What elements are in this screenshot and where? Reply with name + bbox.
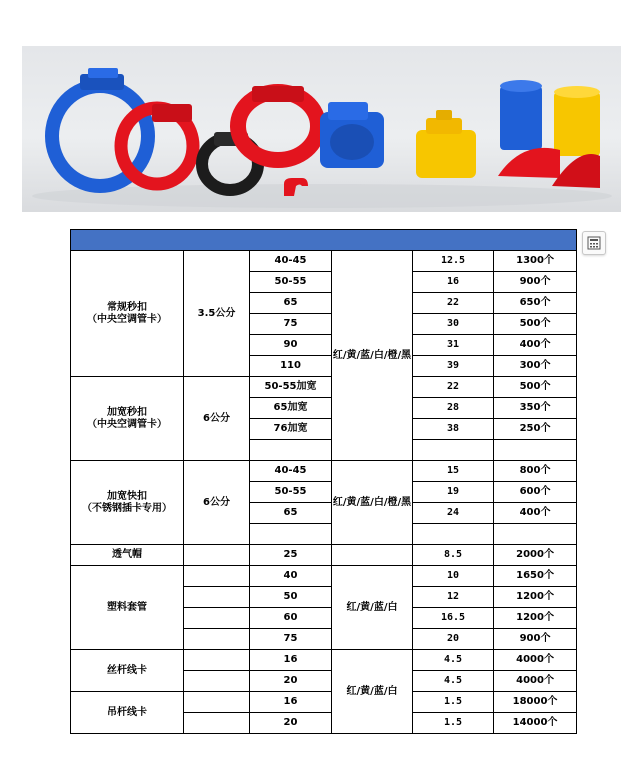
qty-cell: 14000个: [494, 713, 577, 734]
size-cell: 65: [250, 503, 332, 524]
category-cell: [71, 461, 184, 545]
weight-cell: 20: [413, 629, 494, 650]
red-ring-clip: [121, 104, 193, 184]
size-cell: 60: [250, 608, 332, 629]
red-wide-ring-clip: [238, 86, 318, 160]
size-cell: 65加宽: [250, 398, 332, 419]
width-cell: 6公分: [184, 461, 250, 545]
color-cell: 红/黄/蓝/白/橙/黑: [332, 251, 413, 461]
qty-cell: 1650个: [494, 566, 577, 587]
table-row: [71, 377, 577, 398]
spec-table: [70, 229, 577, 734]
qty-cell: 4000个: [494, 650, 577, 671]
weight-cell: 4.5: [413, 671, 494, 692]
blue-sleeve: [500, 80, 542, 150]
width-cell: [184, 671, 250, 692]
category-cell: 吊杆线卡: [71, 692, 184, 734]
category-cell: [71, 377, 184, 461]
weight-cell: 12.5: [413, 251, 494, 272]
qty-cell: 1200个: [494, 587, 577, 608]
width-cell: [184, 650, 250, 671]
qty-cell: 900个: [494, 272, 577, 293]
yellow-block-clip: [416, 110, 476, 178]
blue-block-clip: [320, 102, 384, 168]
weight-cell: [413, 440, 494, 461]
width-cell: [184, 692, 250, 713]
qty-cell: [494, 440, 577, 461]
table-row: [71, 545, 577, 566]
weight-cell: 1.5: [413, 713, 494, 734]
table-row: [71, 566, 577, 587]
table-header-cell: [71, 230, 577, 251]
color-cell: 红/黄/蓝/白: [332, 566, 413, 650]
weight-cell: 22: [413, 377, 494, 398]
weight-cell: 16.5: [413, 608, 494, 629]
weight-cell: 38: [413, 419, 494, 440]
color-cell: [332, 545, 413, 566]
size-cell: 16: [250, 650, 332, 671]
width-cell: 3.5公分: [184, 251, 250, 377]
width-cell: [184, 545, 250, 566]
width-cell: [184, 713, 250, 734]
qty-cell: 1300个: [494, 251, 577, 272]
size-cell: 76加宽: [250, 419, 332, 440]
weight-cell: 4.5: [413, 650, 494, 671]
size-cell: 40: [250, 566, 332, 587]
width-cell: [184, 629, 250, 650]
size-cell: [250, 440, 332, 461]
qty-cell: 900个: [494, 629, 577, 650]
category-name: 常规秒扣: [107, 301, 147, 313]
qty-cell: 18000个: [494, 692, 577, 713]
product-photo-art: [22, 46, 621, 212]
size-cell: 50: [250, 587, 332, 608]
size-cell: 90: [250, 335, 332, 356]
calculator-icon: [587, 236, 601, 250]
qty-cell: 2000个: [494, 545, 577, 566]
color-cell: 红/黄/蓝/白: [332, 650, 413, 734]
qty-cell: 500个: [494, 314, 577, 335]
weight-cell: 22: [413, 293, 494, 314]
category-subtitle: （中央空调管卡）: [87, 418, 167, 430]
product-photo: [22, 46, 621, 212]
category-subtitle: （不锈钢插卡专用）: [82, 502, 172, 514]
color-cell: 红/黄/蓝/白/橙/黑: [332, 461, 413, 545]
table-row: [71, 650, 577, 671]
qty-cell: 500个: [494, 377, 577, 398]
qty-cell: 300个: [494, 356, 577, 377]
weight-cell: 19: [413, 482, 494, 503]
qty-cell: 600个: [494, 482, 577, 503]
yellow-sleeve: [554, 86, 600, 156]
size-cell: 40-45: [250, 461, 332, 482]
width-cell: [184, 608, 250, 629]
category-cell: [71, 251, 184, 377]
size-cell: 16: [250, 692, 332, 713]
table-row: [71, 461, 577, 482]
category-cell: 丝杆线卡: [71, 650, 184, 692]
width-cell: [184, 566, 250, 587]
size-cell: 20: [250, 671, 332, 692]
table-row: [71, 692, 577, 713]
size-cell: 50-55加宽: [250, 377, 332, 398]
weight-cell: 24: [413, 503, 494, 524]
weight-cell: 39: [413, 356, 494, 377]
table-header-row: [71, 230, 577, 251]
weight-cell: 8.5: [413, 545, 494, 566]
weight-cell: 16: [413, 272, 494, 293]
qty-cell: 400个: [494, 503, 577, 524]
calculator-button[interactable]: [582, 231, 606, 255]
qty-cell: 800个: [494, 461, 577, 482]
width-cell: [184, 587, 250, 608]
table-row: [71, 251, 577, 272]
weight-cell: 28: [413, 398, 494, 419]
weight-cell: 31: [413, 335, 494, 356]
size-cell: 75: [250, 629, 332, 650]
weight-cell: 12: [413, 587, 494, 608]
qty-cell: 250个: [494, 419, 577, 440]
weight-cell: [413, 524, 494, 545]
size-cell: 25: [250, 545, 332, 566]
size-cell: 75: [250, 314, 332, 335]
qty-cell: 1200个: [494, 608, 577, 629]
size-cell: 50-55: [250, 482, 332, 503]
size-cell: [250, 524, 332, 545]
qty-cell: 650个: [494, 293, 577, 314]
category-name: 加宽秒扣: [107, 406, 147, 418]
category-subtitle: （中央空调管卡）: [87, 313, 167, 325]
qty-cell: [494, 524, 577, 545]
category-name: 加宽快扣: [107, 490, 147, 502]
qty-cell: 350个: [494, 398, 577, 419]
weight-cell: 1.5: [413, 692, 494, 713]
weight-cell: 30: [413, 314, 494, 335]
size-cell: 65: [250, 293, 332, 314]
weight-cell: 15: [413, 461, 494, 482]
size-cell: 110: [250, 356, 332, 377]
size-cell: 50-55: [250, 272, 332, 293]
size-cell: 20: [250, 713, 332, 734]
weight-cell: 10: [413, 566, 494, 587]
size-cell: 40-45: [250, 251, 332, 272]
qty-cell: 4000个: [494, 671, 577, 692]
category-cell: 透气帽: [71, 545, 184, 566]
width-cell: 6公分: [184, 377, 250, 461]
qty-cell: 400个: [494, 335, 577, 356]
category-cell: 塑料套管: [71, 566, 184, 650]
